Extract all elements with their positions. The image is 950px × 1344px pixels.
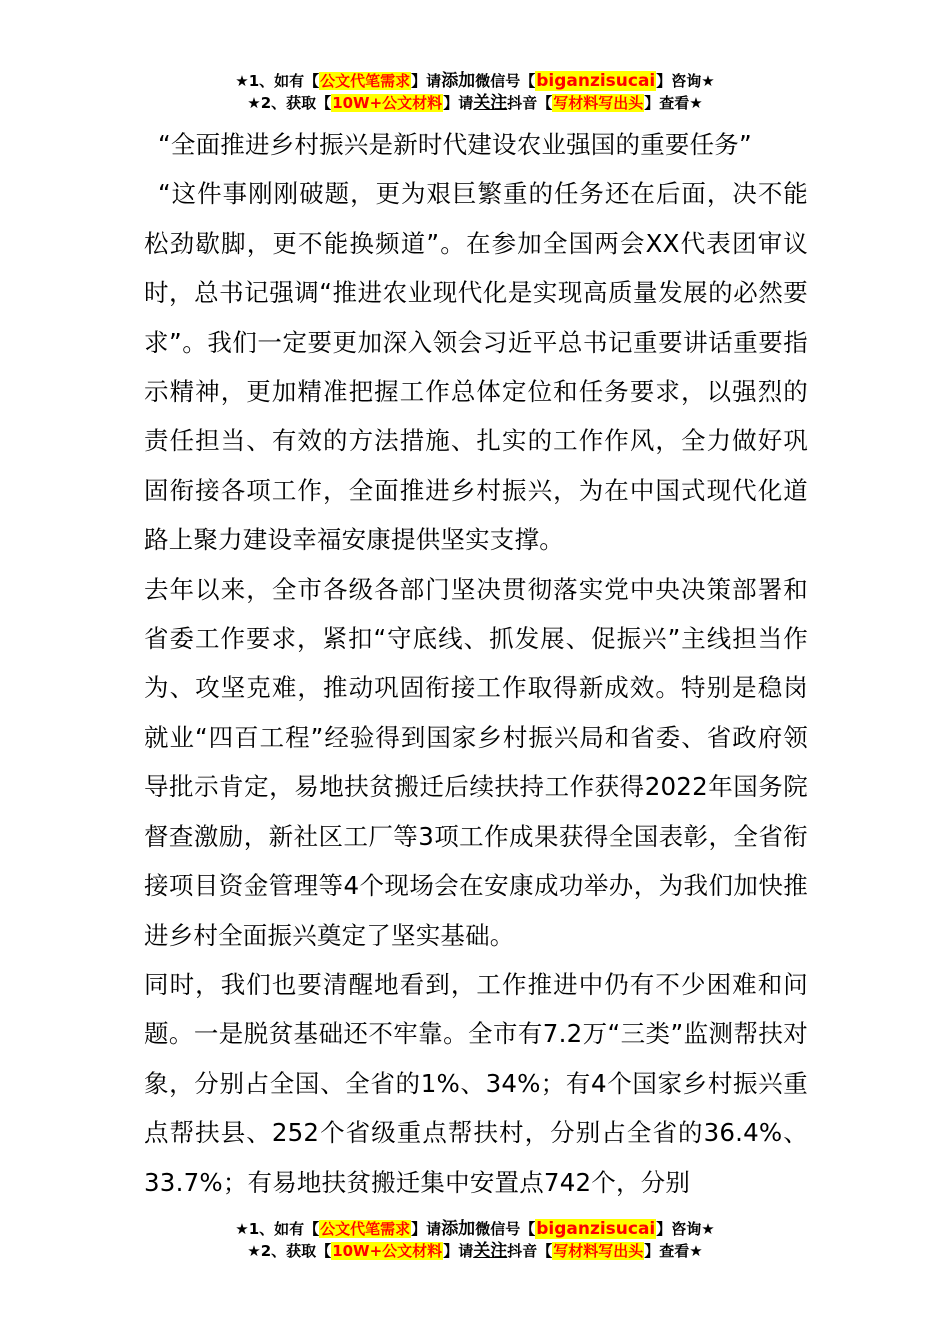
star-icon: ★ (247, 94, 261, 112)
paragraph-problems: 同时，我们也要清醒地看到，工作推进中仍有不少困难和问题。一是脱贫基础还不牢靠。全市有7.2万“三类”监测帮扶对象，分别占全国、全省的1%、34%；有4个国家乡村振兴重点帮扶县、252个省级重点帮扶村，分别占全省的36.4%、33.7%；有易地扶贫搬迁集中安置点742个，分别 (144, 969, 808, 1197)
promo-line-1 (0, 70, 950, 92)
star-icon: ★ (247, 1242, 261, 1260)
promo-text: 微信号【 (475, 1220, 536, 1238)
promo-text: 2、获取【 (260, 94, 332, 112)
promo-emphasis: 添加 (441, 1219, 476, 1239)
highlight-wechat-id: biganzisucai (536, 1219, 656, 1239)
promo-line-2 (0, 92, 950, 114)
promo-text: 】咨询★ (656, 1220, 715, 1238)
promo-text: 抖音【 (507, 94, 553, 112)
promo-text: 】查看★ (644, 94, 703, 112)
promo-text: 1、如有【 (248, 1220, 320, 1238)
promo-text: 】查看★ (644, 1242, 703, 1260)
promo-text: 微信号【 (475, 72, 536, 90)
promo-text: 】请 (443, 1242, 474, 1260)
header-promo-banner (0, 70, 950, 114)
highlight-douyin-account: 写材料写出头 (553, 1242, 644, 1260)
document-title: “全面推进乡村振兴是新时代建设农业强国的重要任务” (158, 130, 752, 159)
promo-line-1 (0, 1218, 950, 1240)
promo-line-2 (0, 1240, 950, 1262)
paragraph-intro: “这件事刚刚破题，更为艰巨繁重的任务还在后面，决不能松劲歇脚，更不能换频道”。在参加全国两会XX代表团审议时，总书记强调“推进农业现代化是实现高质量发展的必然要求”。我们一定要更加深入领会习近平总书记重要讲话重要指示精神，更加精准把握工作总体定位和任务要求，以强烈的责任担当、有效的方法措施、扎实的工作作风，全力做好巩固衔接各项工作，全面推进乡村振兴，为在中国式现代化道路上聚力建设幸福安康提供坚实支撑。 (144, 179, 808, 555)
promo-text: 】请 (411, 72, 442, 90)
promo-text: 抖音【 (507, 1242, 553, 1260)
star-icon: ★ (235, 72, 249, 90)
highlight-service: 公文代笔需求 (320, 72, 411, 90)
promo-emphasis: 添加 (441, 71, 476, 91)
promo-text: 】咨询★ (656, 72, 715, 90)
promo-text: 1、如有【 (248, 72, 320, 90)
highlight-materials: 10W+公文材料 (332, 1242, 443, 1260)
highlight-douyin-account: 写材料写出头 (553, 94, 644, 112)
promo-emphasis: 关注 (473, 1241, 508, 1261)
document-body (144, 120, 808, 1207)
promo-text: 】请 (443, 94, 474, 112)
promo-text: 2、获取【 (260, 1242, 332, 1260)
footer-promo-banner (0, 1218, 950, 1262)
highlight-service: 公文代笔需求 (320, 1220, 411, 1238)
star-icon: ★ (235, 1220, 249, 1238)
highlight-materials: 10W+公文材料 (332, 94, 443, 112)
promo-emphasis: 关注 (473, 93, 508, 113)
paragraph-achievements: 去年以来，全市各级各部门坚决贯彻落实党中央决策部署和省委工作要求，紧扣“守底线、抓发展、促振兴”主线担当作为、攻坚克难，推动巩固衔接工作取得新成效。特别是稳岗就业“四百工程”经验得到国家乡村振兴局和省委、省政府领导批示肯定，易地扶贫搬迁后续扶持工作获得2022年国务院督查激励，新社区工厂等3项工作成果获得全国表彰，全省衔接项目资金管理等4个现场会在安康成功举办，为我们加快推进乡村全面振兴奠定了坚实基础。 (144, 574, 808, 950)
highlight-wechat-id: biganzisucai (536, 71, 656, 91)
promo-text: 】请 (411, 1220, 442, 1238)
